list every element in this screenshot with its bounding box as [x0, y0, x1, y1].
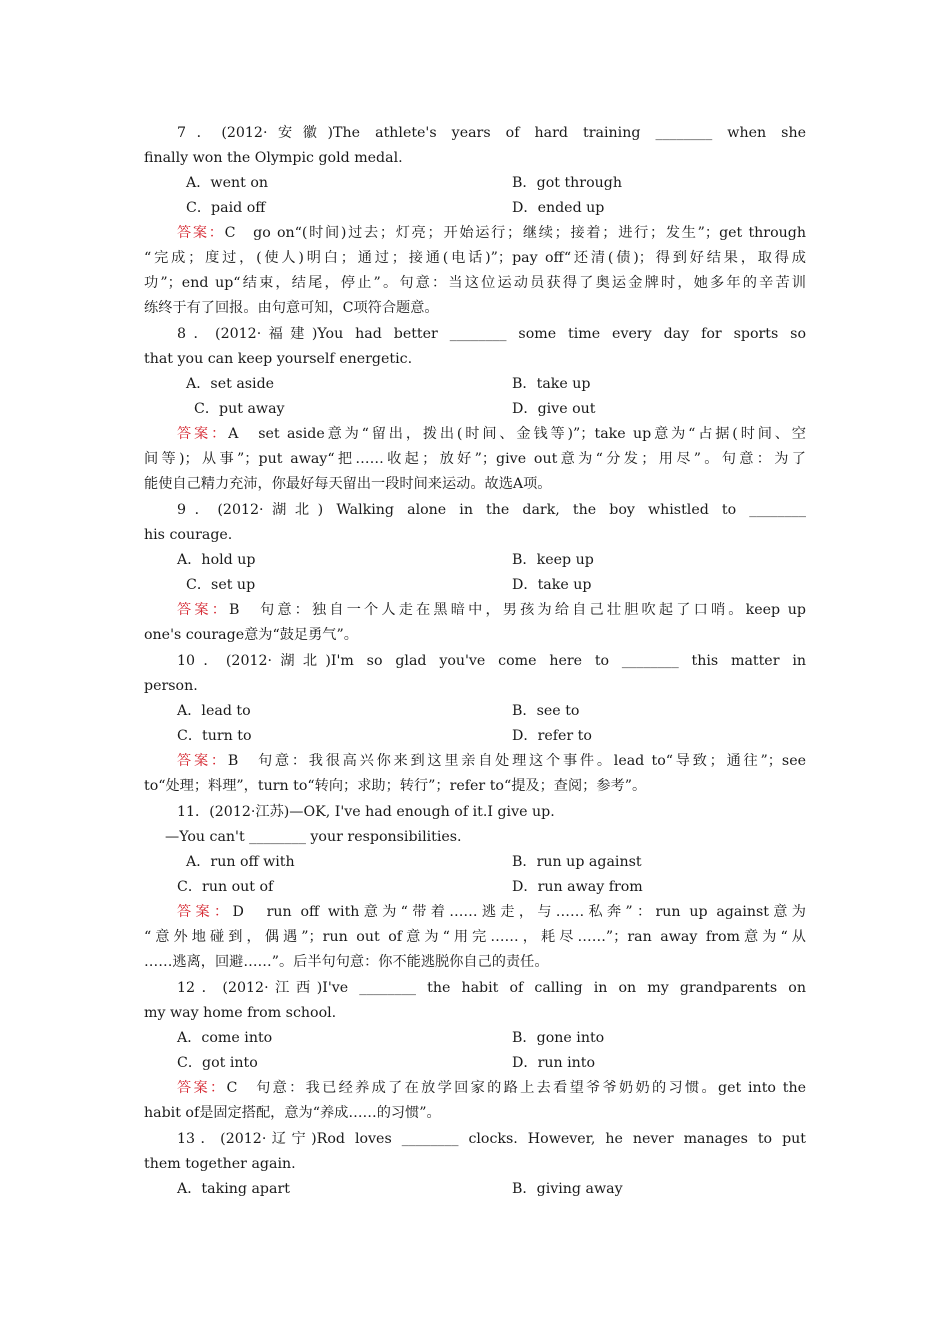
answer-label: 答案： [177, 904, 233, 920]
question-12-answer [177, 1076, 806, 1101]
question-12-option-d: D．run into [512, 1055, 596, 1071]
question-10-stem-cont: person. [144, 678, 198, 694]
question-9-stem: 9．(2012·湖北) Walking alone in the dark, the boy whistled to ________ [177, 502, 806, 518]
answer-text: one's courage意为“鼓足勇气”。 [144, 627, 358, 643]
question-7-stem: 7．(2012·安徽)The athlete's years of hard training ________ when she [177, 125, 806, 141]
answer-label: 答案： [177, 753, 228, 769]
question-8-option-b: B．take up [512, 376, 591, 392]
question-12-option-c: C．got into [177, 1055, 258, 1071]
question-13-option-b: B．giving away [512, 1181, 623, 1197]
question-10-option-b: B．see to [512, 703, 580, 719]
answer-text: 练终于有了回报。由句意可知，C项符合题意。 [144, 300, 439, 316]
question-9-option-a: A．hold up [177, 552, 256, 568]
answer-text: 间等)；从事”；put away“把……收起；放好”；give out意为“分发；用尽”。句意：为了 [144, 451, 806, 467]
question-7-option-a: A．went on [186, 175, 269, 191]
question-8-stem-cont: that you can keep yourself energetic. [144, 351, 413, 367]
question-9-answer [177, 598, 806, 623]
question-8-option-c: C．put away [194, 401, 285, 417]
question-7-option-c: C．paid off [186, 200, 266, 216]
question-11-stem: 11．(2012·江苏)—OK, I've had enough of it.I give up. [177, 804, 555, 820]
question-8-stem: 8．(2012·福建)You had better ________ some time every day for sports so [177, 326, 806, 342]
question-10-option-c: C．turn to [177, 728, 252, 744]
answer-text: D run off with意为“带着……逃走，与……私奔”：run up against意为 [232, 904, 806, 920]
question-12-option-b: B．gone into [512, 1030, 605, 1046]
question-11-option-b: B．run up against [512, 854, 642, 870]
question-9-option-b: B．keep up [512, 552, 594, 568]
question-13-stem-cont: them together again. [144, 1156, 296, 1172]
answer-label: 答案： [177, 1080, 227, 1096]
answer-text: C 句意：我已经养成了在放学回家的路上去看望爷爷奶奶的习惯。get into the [226, 1080, 806, 1096]
question-10-option-d: D．refer to [512, 728, 592, 744]
question-10-stem: 10．(2012·湖北)I'm so glad you've come here to ________ this matter in [177, 653, 806, 669]
question-8-answer [177, 422, 806, 447]
question-13-stem: 13．(2012·辽宁)Rod loves ________ clocks. However, he never manages to put [177, 1131, 806, 1147]
question-10-answer [177, 749, 806, 774]
answer-text: A set aside意为“留出，拨出(时间、金钱等)”；take up意为“占据(时间、空 [228, 426, 806, 442]
question-13-option-a: A．taking apart [177, 1181, 290, 1197]
answer-label: 答案： [177, 426, 229, 442]
answer-text: “完成；度过，(使人)明白；通过；接通(电话)”；pay off“还清(债)；得到好结果，取得成 [144, 250, 806, 266]
answer-text: B 句意：我很高兴你来到这里亲自处理这个事件。lead to“导致；通往”；see [227, 753, 806, 769]
question-11-option-a: A．run off with [186, 854, 295, 870]
answer-text: 功”；end up“结束，结尾，停止”。句意：当这位运动员获得了奥运金牌时，她多年的辛苦训 [144, 275, 806, 291]
question-8-option-a: A．set aside [186, 376, 275, 392]
question-11-option-d: D．run away from [512, 879, 643, 895]
answer-text: habit of是固定搭配，意为“养成……的习惯”。 [144, 1105, 441, 1121]
answer-label: 答案： [177, 225, 225, 241]
answer-text: C go on“(时间)过去；灯亮；开始运行；继续；接着；进行；发生”；get through [224, 225, 806, 241]
question-12-stem: 12．(2012·江西)I've ________ the habit of calling in on my grandparents on [177, 980, 806, 996]
question-9-stem-cont: his courage. [144, 527, 233, 543]
answer-label: 答案： [177, 602, 230, 618]
question-9-option-c: C．set up [186, 577, 256, 593]
question-12-stem-cont: my way home from school. [144, 1005, 337, 1021]
question-11-answer [177, 900, 806, 925]
question-7-stem-cont: finally won the Olympic gold medal. [144, 150, 403, 166]
question-7-option-d: D．ended up [512, 200, 605, 216]
question-11-option-c: C．run out of [177, 879, 274, 895]
question-12-option-a: A．come into [177, 1030, 273, 1046]
question-7-answer [177, 221, 806, 246]
question-11-stem-cont: —You can't ________ your responsibilities. [165, 829, 462, 845]
question-8-option-d: D．give out [512, 401, 596, 417]
question-10-option-a: A．lead to [177, 703, 251, 719]
answer-text: ……逃离，回避……”。后半句句意：你不能逃脱你自己的责任。 [144, 954, 549, 970]
answer-text: to“处理；料理”，turn to“转向；求助；转行”；refer to“提及；查阅；参考”。 [144, 778, 647, 794]
answer-text: 能使自己精力充沛，你最好每天留出一段时间来运动。故选A项。 [144, 476, 552, 492]
answer-text: B 句意：独自一个人走在黑暗中，男孩为给自己壮胆吹起了口哨。keep up [229, 602, 806, 618]
question-9-option-d: D．take up [512, 577, 592, 593]
question-7-option-b: B．got through [512, 175, 622, 191]
answer-text: “意外地碰到，偶遇”；run out of意为“用完……，耗尽……”；ran away from意为“从 [144, 929, 806, 945]
